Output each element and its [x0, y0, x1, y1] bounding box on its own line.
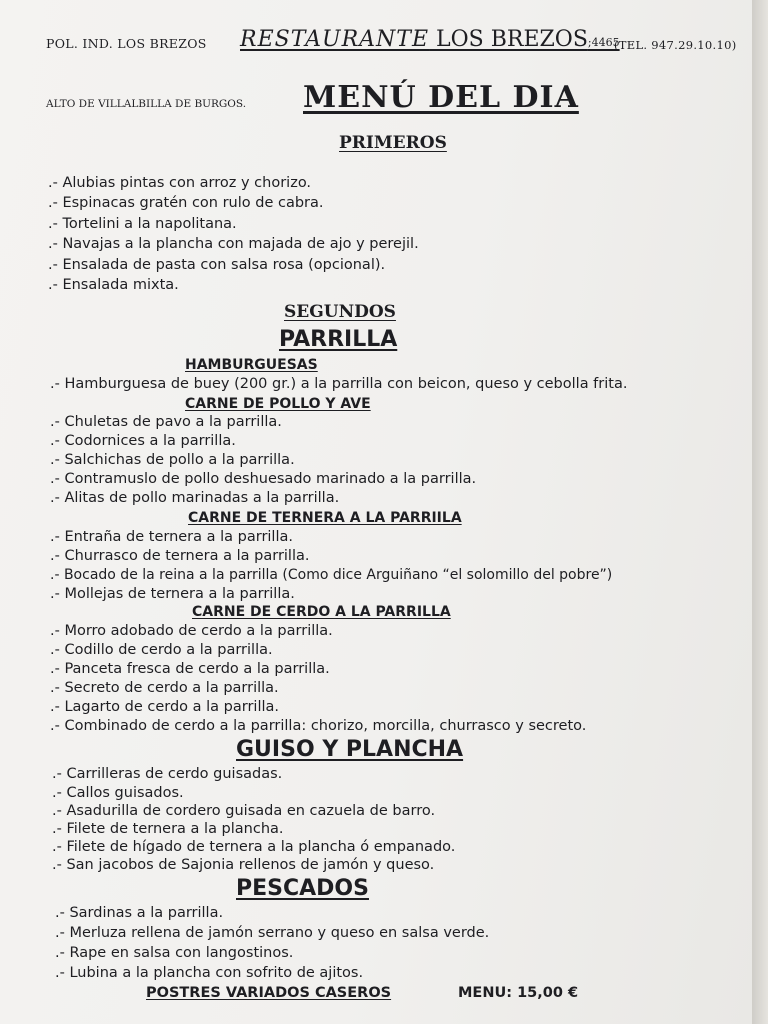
list-item: .- Bocado de la reina a la parrilla (Como dice Arguiñano “el solomillo del pobre”)	[50, 567, 613, 583]
address-line-2: ALTO DE VILLALBILLA DE BURGOS.	[46, 98, 247, 110]
list-item: .- Secreto de cerdo a la parrilla.	[50, 680, 279, 696]
pescados-heading: PESCADOS	[236, 876, 369, 901]
list-item: .- Filete de hígado de ternera a la plancha ó empanado.	[52, 839, 456, 855]
list-item: .- Ensalada de pasta con salsa rosa (opcional).	[48, 257, 386, 273]
list-item: .- San jacobos de Sajonia rellenos de jamón y queso.	[52, 857, 435, 873]
list-item: .- Espinacas gratén con rulo de cabra.	[48, 195, 324, 211]
restaurant-name	[240, 27, 620, 52]
list-item: .- Morro adobado de cerdo a la parrilla.	[50, 623, 333, 639]
primeros-heading: PRIMEROS	[339, 133, 447, 153]
list-item: .- Sardinas a la parrilla.	[55, 905, 224, 921]
paper-edge	[752, 0, 768, 1024]
segundos-heading: SEGUNDOS	[284, 302, 396, 322]
list-item: .- Alitas de pollo marinadas a la parrilla.	[50, 490, 340, 506]
list-item: .- Mollejas de ternera a la parrilla.	[50, 586, 295, 602]
list-item: .- Entraña de ternera a la parrilla.	[50, 529, 293, 545]
list-item: .- Asadurilla de cordero guisada en cazuela de barro.	[52, 803, 436, 819]
list-item: .- Ensalada mixta.	[48, 277, 179, 293]
list-item: .- Alubias pintas con arroz y chorizo.	[48, 175, 312, 191]
list-item: .- Codillo de cerdo a la parrilla.	[50, 642, 273, 658]
list-item: .- Lubina a la plancha con sofrito de ajitos.	[55, 965, 364, 981]
list-item: .- Codornices a la parrilla.	[50, 433, 236, 449]
cerdo-heading: CARNE DE CERDO A LA PARRILLA	[192, 604, 451, 620]
parrilla-heading: PARRILLA	[279, 327, 398, 352]
list-item: .- Chuletas de pavo a la parrilla.	[50, 414, 282, 430]
guiso-heading: GUISO Y PLANCHA	[236, 737, 464, 762]
restaurant-name-italic: RESTAURANTE	[240, 27, 430, 52]
phone-number: (TEL. 947.29.10.10)	[614, 38, 737, 52]
hamburguesas-heading: HAMBURGUESAS	[185, 357, 318, 373]
list-item: .- Tortelini a la napolitana.	[48, 216, 237, 232]
address-line-1: POL. IND. LOS BREZOS	[46, 36, 207, 51]
restaurant-code: ;4465	[587, 36, 620, 49]
list-item: .- Hamburguesa de buey (200 gr.) a la parrilla con beicon, queso y cebolla frita.	[50, 376, 628, 392]
list-item: .- Rape en salsa con langostinos.	[55, 945, 294, 961]
list-item: .- Panceta fresca de cerdo a la parrilla.	[50, 661, 330, 677]
list-item: .- Churrasco de ternera a la parrilla.	[50, 548, 310, 564]
list-item: .- Contramuslo de pollo deshuesado marinado a la parrilla.	[50, 471, 477, 487]
list-item: .- Combinado de cerdo a la parrilla: chorizo, morcilla, churrasco y secreto.	[50, 718, 587, 734]
list-item: .- Merluza rellena de jamón serrano y queso en salsa verde.	[55, 925, 490, 941]
list-item: .- Navajas a la plancha con majada de ajo y perejil.	[48, 236, 419, 252]
restaurant-name-rest: LOS BREZOS	[429, 27, 588, 52]
menu-price: MENU: 15,00 €	[458, 985, 579, 1001]
pollo-heading: CARNE DE POLLO Y AVE	[185, 396, 371, 412]
list-item: .- Callos guisados.	[52, 785, 184, 801]
list-item: .- Salchichas de pollo a la parrilla.	[50, 452, 295, 468]
postres-label: POSTRES VARIADOS CASEROS	[146, 985, 392, 1001]
list-item: .- Lagarto de cerdo a la parrilla.	[50, 699, 280, 715]
list-item: .- Carrilleras de cerdo guisadas.	[52, 766, 283, 782]
ternera-heading: CARNE DE TERNERA A LA PARRIILA	[188, 510, 462, 526]
page-title: MENÚ DEL DIA	[303, 80, 579, 115]
list-item: .- Filete de ternera a la plancha.	[52, 821, 284, 837]
